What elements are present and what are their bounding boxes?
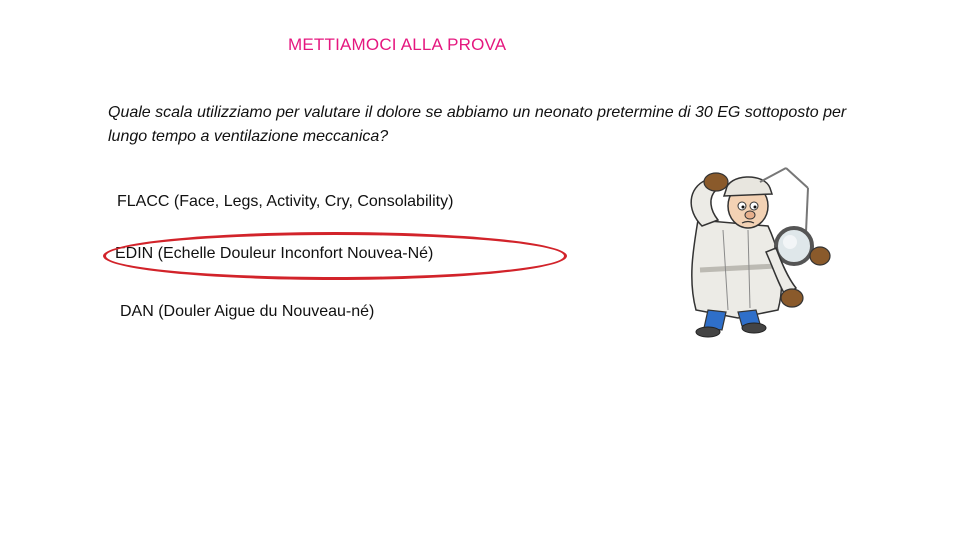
detective-with-magnifying-glass-icon: [668, 160, 838, 340]
answer-option-edin[interactable]: EDIN (Echelle Douleur Inconfort Nouvea-Né): [115, 245, 434, 262]
answer-option-flacc[interactable]: FLACC (Face, Legs, Activity, Cry, Consolability): [117, 193, 454, 210]
question-text: Quale scala utilizziamo per valutare il dolore se abbiamo un neonato pretermine di 30 EG sottoposto per lungo tempo a ventilazione meccanica?: [108, 104, 847, 145]
answer-option-dan[interactable]: DAN (Douler Aigue du Nouveau-né): [120, 303, 375, 320]
slide-title: METTIAMOCI ALLA PROVA: [288, 35, 507, 54]
